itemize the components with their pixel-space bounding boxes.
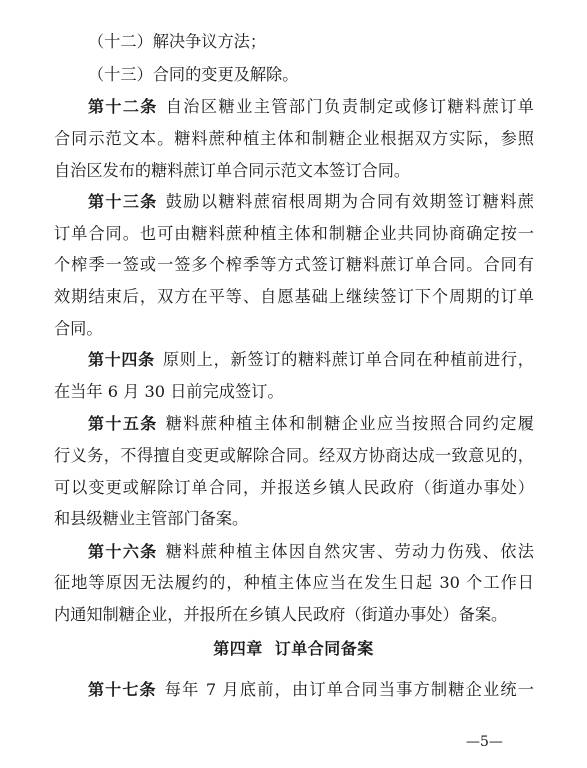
- article-12-line-2: [54, 121, 534, 157]
- article-15-text-2: 行义务，不得擅自变更或解除合同。经双方协商达成一致意见的，: [54, 446, 534, 465]
- article-17-heading: 第十七条: [88, 680, 157, 699]
- article-16-heading: 第十六条: [88, 542, 158, 561]
- article-14-line-1: [88, 342, 534, 378]
- article-16-line-1: [88, 534, 534, 570]
- page-number: —5—: [466, 734, 503, 750]
- article-13-text-3: 个榨季一签或一签多个榨季等方式签订糖料蔗订单合同。合同有: [54, 255, 534, 274]
- article-14-line-2: [54, 374, 534, 410]
- article-12-line-1: [88, 89, 534, 125]
- article-14-text-2: 在当年 6 月 30 日前完成签订。: [54, 382, 284, 401]
- article-15-text-4: 和县级糖业主管部门备案。: [54, 509, 249, 528]
- article-14-text-1: 原则上，新签订的糖料蔗订单合同在种植前进行，: [162, 350, 534, 369]
- article-15-text-3: 可以变更或解除订单合同，并报送乡镇人民政府（街道办事处）: [54, 478, 534, 497]
- article-13-heading: 第十三条: [88, 192, 158, 211]
- article-12-text-1: 自治区糖业主管部门负责制定或修订糖料蔗订单: [165, 97, 534, 116]
- article-15-line-2: [54, 438, 534, 474]
- list-item-13: [88, 57, 534, 93]
- article-16-text-1: 糖料蔗种植主体因自然灾害、劳动力伤残、依法: [165, 542, 534, 561]
- article-15-text-1: 糖料蔗种植主体和制糖企业应当按照合同约定履: [165, 414, 534, 433]
- article-16-text-3: 内通知制糖企业，并报所在乡镇人民政府（街道办事处）备案。: [54, 605, 508, 624]
- article-13-line-4: [54, 279, 534, 315]
- chapter-number: 第四章: [213, 639, 263, 658]
- article-13-text-1: 鼓励以糖料蔗宿根周期为合同有效期签订糖料蔗: [165, 192, 534, 211]
- article-12-heading: 第十二条: [88, 97, 158, 116]
- chapter-heading: [0, 631, 587, 667]
- article-14-heading: 第十四条: [88, 350, 155, 369]
- article-13-line-1: [88, 184, 534, 220]
- chapter-title: 订单合同备案: [274, 639, 374, 658]
- article-15-line-1: [88, 406, 534, 442]
- article-15-heading: 第十五条: [88, 414, 158, 433]
- article-13-text-5: 合同。: [54, 319, 103, 338]
- article-15-line-4: [54, 501, 534, 537]
- article-12-text-2: 合同示范文本。糖料蔗种植主体和制糖企业根据双方实际，参照: [54, 129, 534, 148]
- article-17-text-1: 每年 7 月底前，由订单合同当事方制糖企业统一: [164, 680, 534, 699]
- article-13-line-3: [54, 247, 534, 283]
- list-item-13-text: （十三）合同的变更及解除。: [88, 65, 299, 84]
- article-13-text-4: 效期结束后，双方在平等、自愿基础上继续签订下个周期的订单: [54, 287, 534, 306]
- list-item-12: [88, 24, 534, 60]
- list-item-12-text: （十二）解决争议方法；: [88, 32, 267, 51]
- article-13-text-2: 订单合同。也可由糖料蔗种植主体和制糖企业共同协商确定按一: [54, 224, 534, 243]
- article-16-text-2: 征地等原因无法履约的，种植主体应当在发生日起 30 个工作日: [54, 573, 534, 592]
- article-17-line-1: [88, 672, 534, 708]
- article-12-text-3: 自治区发布的糖料蔗订单合同示范文本签订合同。: [54, 161, 411, 180]
